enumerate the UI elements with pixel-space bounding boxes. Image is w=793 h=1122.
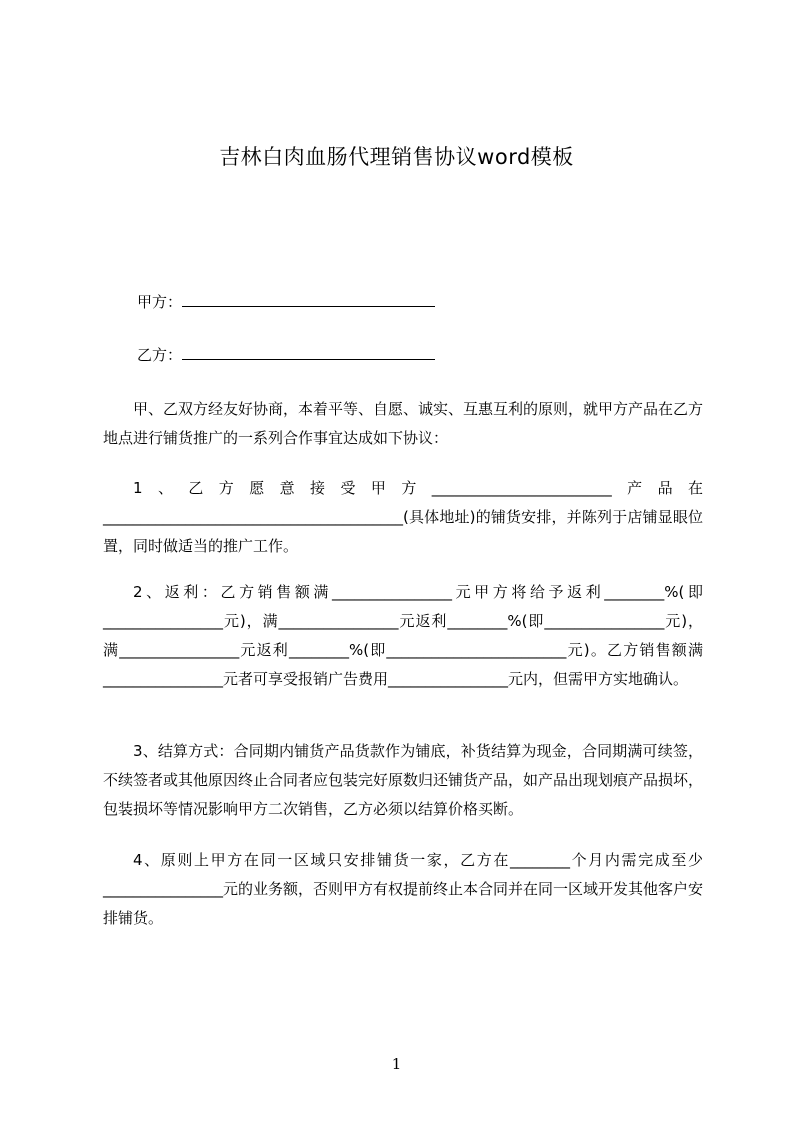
- document-title: 吉林白肉血肠代理销售协议word模板: [219, 145, 574, 169]
- party-b-line: [137, 345, 435, 365]
- clause-1: 1、乙方愿意接受甲方________________________产品在________________________________________(具体地址)的铺货安排，并陈列于店铺显眼位置，同时做适当的推广工作。: [103, 479, 703, 555]
- party-a-line: [137, 292, 435, 312]
- party-a-blank: [182, 292, 435, 307]
- party-a-label: 甲方：: [137, 293, 183, 311]
- party-b-blank: [182, 345, 435, 360]
- clause-2: 2、返利：乙方销售额满________________元甲方将给予返利________%(即________________元)，满________________元返利________%(即________________元)，满________________元返利________%(即________________________元)。乙方销售额满________________元者可享受报销广告费用________________元内，但需甲方实地确认。: [103, 583, 703, 688]
- intro-paragraph: 甲、乙双方经友好协商，本着平等、自愿、诚实、互惠互利的原则，就甲方产品在乙方地点进行铺货推广的一系列合作事宜达成如下协议：: [103, 400, 704, 447]
- party-b-label: 乙方：: [137, 346, 183, 364]
- clause-4: 4、原则上甲方在同一区域只安排铺货一家，乙方在________个月内需完成至少________________元的业务额，否则甲方有权提前终止本合同并在同一区域开发其他客户安排铺货。: [103, 851, 704, 927]
- page-number: 1: [391, 1055, 402, 1073]
- clause-3: 3、结算方式：合同期内铺货产品货款作为铺底，补货结算为现金，合同期满可续签，不续签者或其他原因终止合同者应包装完好原数归还铺货产品，如产品出现划痕产品损坏，包装损坏等情况影响甲方二次销售，乙方必须以结算价格买断。: [103, 742, 704, 818]
